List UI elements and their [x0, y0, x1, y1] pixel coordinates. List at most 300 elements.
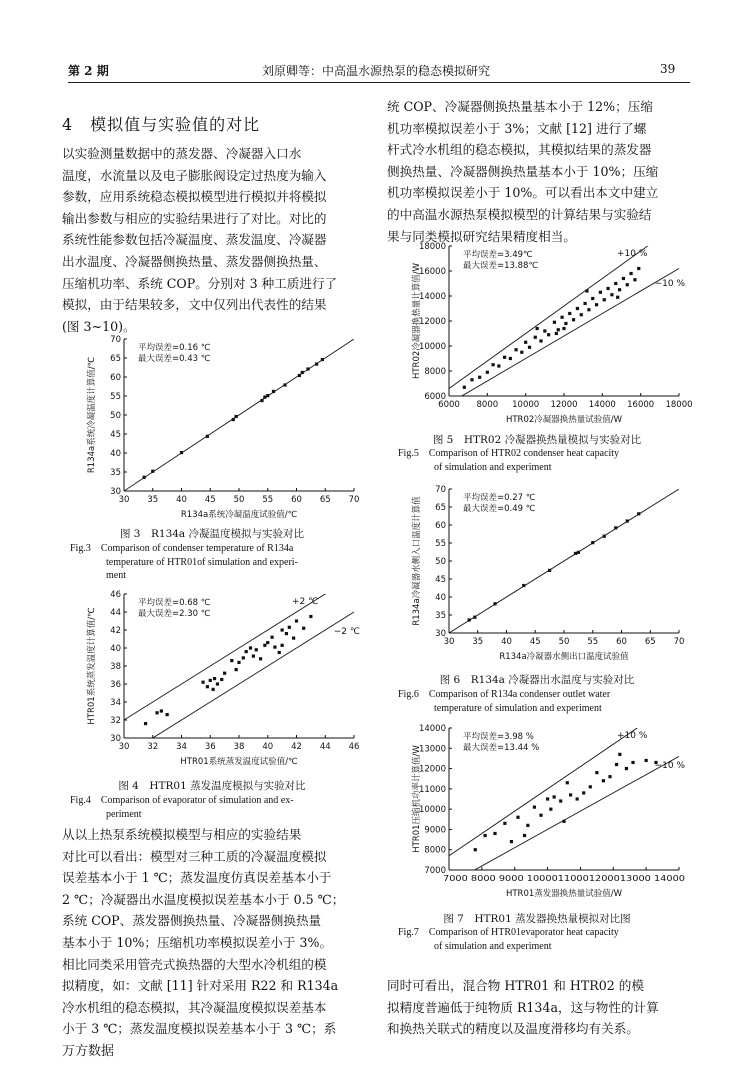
- running-title: 刘原卿等：中高温水源热泵的稳态模拟研究: [262, 64, 491, 78]
- data-point: [235, 415, 238, 418]
- data-point: [602, 779, 605, 782]
- y-tick-label: 30: [110, 487, 121, 497]
- data-point: [273, 646, 276, 649]
- figure-7-caption-cn: 图 7 HTR01 蒸发器换热量模拟对比图: [443, 913, 631, 925]
- data-point: [645, 759, 648, 762]
- data-point: [155, 711, 158, 714]
- data-point: [283, 383, 286, 386]
- y-tick-label: 8000: [424, 845, 446, 856]
- data-point: [266, 641, 269, 644]
- x-tick-label: 40: [176, 495, 187, 505]
- y-axis-label: HTR01压缩机功率计算值/W: [412, 745, 422, 853]
- data-point: [631, 761, 634, 764]
- data-point: [468, 618, 471, 621]
- x-tick-label: 16000: [627, 400, 655, 410]
- data-point: [629, 272, 632, 275]
- data-point: [524, 341, 527, 344]
- data-point: [549, 808, 552, 811]
- y-tick-label: 55: [435, 539, 446, 549]
- error-annotation: 最大误差=0.49 ℃: [463, 504, 536, 514]
- y-tick-label: 32: [110, 716, 121, 726]
- data-point: [252, 655, 255, 658]
- section-heading: 4 模拟值与实验值的对比: [62, 115, 261, 134]
- data-point: [539, 339, 542, 342]
- caption-en-line: of simulation and experiment: [434, 461, 552, 473]
- data-point: [302, 627, 305, 630]
- x-tick-label: 30: [118, 742, 130, 752]
- x-tick-label: 35: [472, 637, 484, 647]
- x-tick-label: 42: [291, 742, 302, 752]
- y-tick-label: 30: [435, 629, 446, 639]
- data-point: [516, 816, 519, 819]
- y-tick-label: 12000: [418, 764, 446, 775]
- x-tick-label: 45: [204, 495, 216, 505]
- y-tick-label: 45: [435, 575, 446, 585]
- error-annotation: 平均误差=0.16 ℃: [138, 343, 211, 353]
- left-paragraph-2-line: 相比同类采用管壳式换热器的大型水冷机组的模: [62, 956, 327, 972]
- data-point: [534, 336, 537, 339]
- data-point: [270, 636, 273, 639]
- y-tick-label: 16000: [418, 267, 446, 277]
- caption-en-line: ment: [106, 570, 126, 581]
- data-point: [232, 418, 235, 421]
- data-point: [585, 289, 588, 292]
- data-point: [206, 685, 209, 688]
- left-paragraph-1-line: 输出参数与相应的实验结果进行了对比。对比的: [62, 210, 327, 226]
- data-point: [230, 659, 233, 662]
- y-tick-label: 70: [110, 335, 121, 345]
- upper-bound-line: [449, 700, 679, 856]
- data-point: [278, 651, 281, 654]
- x-tick-label: 44: [319, 742, 331, 752]
- y-tick-label: 65: [110, 354, 121, 364]
- x-tick-label: 65: [319, 495, 331, 505]
- lower-bound-line: [449, 269, 679, 404]
- x-tick-label: 12000: [550, 400, 578, 410]
- left-paragraph-2-line: 小于 3 ℃；蒸发温度模拟误差基本小于 3 ℃；系: [62, 1021, 337, 1037]
- y-tick-label: 9000: [424, 825, 446, 836]
- data-point: [223, 672, 226, 675]
- lower-band-label: −10 %: [654, 279, 685, 289]
- data-point: [266, 394, 269, 397]
- y-tick-label: 14000: [418, 724, 446, 734]
- y-tick-label: 18000: [418, 242, 446, 252]
- error-annotation: 平均误差=3.49℃: [463, 250, 533, 260]
- data-point: [625, 767, 628, 770]
- data-point: [548, 569, 551, 572]
- right-paragraph-1-line: 机功率模拟误差小于 10%。可以看出本文中建立: [387, 185, 659, 201]
- left-paragraph-1-line: 以实验测量数据中的蒸发器、冷凝器入口水: [62, 146, 302, 161]
- x-axis-label: HTR01系统蒸发温度试验值/℃: [180, 757, 298, 767]
- left-paragraph-1: [62, 143, 362, 337]
- right-paragraph-1-line: 机功率模拟误差小于 3%；文献 [12] 进行了螺: [387, 120, 647, 136]
- data-point: [242, 656, 245, 659]
- y-tick-label: 42: [110, 626, 121, 636]
- left-paragraph-2-line: 从以上热泵系统模拟模型与相应的实验结果: [62, 827, 302, 842]
- data-point: [216, 682, 219, 685]
- figure-6-caption-cn: 图 6 R134a 冷凝器出水温度与实验对比: [439, 674, 635, 686]
- right-paragraph-2-line: 拟精度普遍低于纯物质 R134a，这与物性的计算: [387, 999, 659, 1015]
- figure-4-caption-en: [70, 794, 365, 821]
- x-tick-label: 38: [233, 742, 245, 752]
- data-point: [562, 327, 565, 330]
- data-point: [591, 297, 594, 300]
- data-point: [520, 351, 523, 354]
- y-tick-label: 50: [435, 557, 446, 567]
- data-point: [272, 390, 275, 393]
- y-tick-label: 70: [435, 485, 446, 495]
- caption-en-line: of simulation and experiment: [434, 940, 552, 952]
- data-point: [263, 396, 266, 399]
- left-paragraph-1-line: 系统性能参数包括冷凝温度、蒸发温度、冷凝器: [62, 232, 327, 248]
- data-point: [288, 626, 291, 629]
- data-point: [315, 362, 318, 365]
- error-annotation: 最大误差=13.44 %: [463, 743, 540, 753]
- data-point: [484, 834, 487, 837]
- upper-band-label: +10 %: [617, 731, 648, 741]
- data-point: [463, 386, 466, 389]
- data-point: [560, 316, 563, 319]
- figure-7-chart: [387, 722, 687, 902]
- x-axis-label: R134a冷凝器水侧出口温度试验值: [499, 652, 629, 662]
- data-point: [206, 435, 209, 438]
- left-paragraph-1-line: 参数，应用系统稳态模拟模型进行模拟并将模拟: [62, 189, 327, 205]
- y-tick-label: 38: [110, 662, 121, 672]
- data-point: [259, 657, 262, 660]
- data-point: [616, 296, 619, 299]
- data-point: [263, 644, 266, 647]
- x-tick-label: 30: [118, 495, 130, 505]
- data-point: [514, 348, 517, 351]
- data-point: [599, 291, 602, 294]
- data-point: [528, 346, 531, 349]
- figure-3-chart: [62, 333, 362, 523]
- caption-en-line: Fig.4 Comparison of evaporator of simulation and ex-: [70, 795, 294, 806]
- x-axis-label: R134a系统冷凝温度试验值/℃: [180, 510, 298, 520]
- data-point: [180, 451, 183, 454]
- right-paragraph-1-line: 统 COP、冷凝器侧换热量基本小于 12%；压缩: [387, 99, 653, 114]
- data-point: [576, 307, 579, 310]
- data-point: [245, 650, 248, 653]
- x-tick-label: 40: [501, 637, 512, 647]
- y-tick-label: 46: [110, 590, 121, 600]
- data-point: [493, 602, 496, 605]
- data-point: [574, 552, 577, 555]
- x-tick-label: 60: [291, 495, 302, 505]
- data-point: [595, 303, 598, 306]
- y-tick-label: 40: [435, 593, 446, 603]
- data-point: [522, 584, 525, 587]
- x-tick-label: 6000: [438, 400, 460, 410]
- x-tick-label: 14000: [588, 400, 616, 410]
- data-point: [298, 374, 301, 377]
- data-point: [510, 840, 513, 843]
- left-paragraph-2-line: 系统 COP、蒸发器侧换热量、冷凝器侧换热量: [62, 913, 322, 929]
- error-annotation: 平均误差=3.98 %: [463, 732, 534, 742]
- data-point: [321, 358, 324, 361]
- left-paragraph-2-line: 冷水机组的稳态模拟，其冷凝温度模拟误差基本: [62, 999, 327, 1015]
- y-tick-label: 60: [435, 521, 446, 531]
- data-point: [608, 775, 611, 778]
- figure-6-chart: [387, 483, 687, 665]
- right-paragraph-1-line: 果与同类模拟研究结果精度相当。: [387, 228, 576, 244]
- data-point: [603, 298, 606, 301]
- plot-area: [449, 700, 679, 885]
- data-point: [237, 661, 240, 664]
- figure-5-chart: [387, 240, 693, 428]
- issue-label: 第 2 期: [68, 64, 109, 78]
- data-point: [606, 287, 609, 290]
- x-tick-label: 55: [587, 637, 599, 647]
- data-point: [566, 781, 569, 784]
- y-tick-label: 34: [110, 698, 121, 708]
- left-paragraph-2: [62, 824, 362, 1040]
- data-point: [637, 267, 640, 270]
- data-point: [536, 327, 539, 330]
- data-point: [474, 848, 477, 851]
- data-point: [281, 628, 284, 631]
- figure-4-chart: [62, 588, 362, 770]
- right-paragraph-1-line: 的中高温水源热泵模拟模型的计算结果与实验结: [387, 206, 652, 222]
- figure-4-caption-cn: 图 4 HTR01 蒸发温度模拟与实验对比: [118, 780, 306, 792]
- data-point: [553, 321, 556, 324]
- x-axis-label: HTR02冷凝器换热量试验值/W: [505, 415, 623, 425]
- data-point: [255, 648, 258, 651]
- data-point: [503, 356, 506, 359]
- x-tick-label: 50: [233, 495, 245, 505]
- y-tick-label: 11000: [418, 784, 446, 795]
- caption-en-line: Fig.6 Comparison of R134a condenser outlet water: [398, 689, 611, 700]
- upper-band-label: +2 ℃: [292, 597, 319, 607]
- data-point: [503, 822, 506, 825]
- caption-en-line: Fig.7 Comparison of HTR01evaporator heat capacity: [398, 927, 619, 938]
- x-tick-label: 40: [262, 742, 274, 752]
- footer-watermark: 万方数据: [62, 1044, 115, 1059]
- data-point: [583, 302, 586, 305]
- data-point: [143, 476, 146, 479]
- y-tick-label: 36: [110, 680, 121, 690]
- error-annotation: 平均误差=0.27 ℃: [463, 493, 536, 503]
- x-tick-label: 65: [644, 637, 656, 647]
- y-tick-label: 6000: [424, 392, 446, 402]
- data-point: [491, 363, 494, 366]
- y-axis-label: R134a冷凝器水侧入口温度计算值: [412, 496, 422, 626]
- x-tick-label: 70: [348, 495, 360, 505]
- lower-band-label: −2 ℃: [333, 627, 360, 637]
- x-axis-label: HTR01蒸发器换热量试验值/W: [505, 889, 623, 899]
- data-point: [568, 312, 571, 315]
- data-point: [572, 318, 575, 321]
- data-point: [614, 526, 617, 529]
- data-point: [626, 283, 629, 286]
- x-tick-label: 60: [616, 637, 627, 647]
- y-tick-label: 40: [110, 644, 121, 654]
- figure-5-caption-en: [398, 447, 688, 474]
- y-axis-label: R134a系统冷凝温度计算值/℃: [87, 356, 97, 474]
- page-number: 39: [660, 62, 676, 76]
- x-tick-label: 36: [204, 742, 216, 752]
- x-tick-label: 8000: [476, 400, 499, 410]
- x-tick-label: 45: [529, 637, 541, 647]
- data-point: [166, 713, 169, 716]
- figure-3-caption-cn: 图 3 R134a 冷凝温度模拟与实验对比: [119, 528, 305, 540]
- y-tick-label: 50: [110, 411, 121, 421]
- right-paragraph-1-line: 侧换热量、冷凝器侧换热量基本小于 10%；压缩: [387, 163, 659, 179]
- x-tick-label: 10000: [512, 400, 540, 410]
- left-paragraph-1-line: 压缩机功率、系统 COP。分别对 3 种工质进行了: [62, 275, 338, 291]
- data-point: [577, 551, 580, 554]
- data-point: [622, 277, 625, 280]
- y-tick-label: 12000: [418, 317, 446, 327]
- data-point: [213, 677, 216, 680]
- left-paragraph-1-line: 模拟，由于结果较多，文中仅列出代表性的结果: [62, 297, 327, 313]
- y-tick-label: 44: [110, 608, 121, 618]
- data-point: [546, 797, 549, 800]
- data-point: [249, 646, 252, 649]
- data-point: [523, 834, 526, 837]
- data-point: [526, 824, 529, 827]
- x-tick-label: 18000: [665, 400, 693, 410]
- right-paragraph-2: [387, 975, 687, 1040]
- data-point: [539, 814, 542, 817]
- data-point: [557, 328, 560, 331]
- y-axis-label: HTR01系统蒸发温度计算值/℃: [87, 607, 97, 725]
- left-paragraph-2-line: 对比可以看出：模型对三种工质的冷凝温度模拟: [62, 848, 327, 864]
- y-tick-label: 35: [435, 611, 446, 621]
- caption-en-line: temperature of simulation and experiment: [434, 702, 602, 714]
- data-point: [569, 793, 572, 796]
- error-annotation: 最大误差=13.88℃: [463, 261, 539, 271]
- error-annotation: 最大误差=0.43 ℃: [138, 354, 211, 364]
- data-point: [486, 371, 489, 374]
- data-point: [589, 785, 592, 788]
- data-point: [220, 678, 223, 681]
- data-point: [543, 329, 546, 332]
- data-point: [285, 632, 288, 635]
- x-tick-label: 55: [262, 495, 274, 505]
- data-point: [470, 378, 473, 381]
- y-tick-label: 45: [110, 430, 121, 440]
- data-point: [160, 709, 163, 712]
- data-point: [626, 519, 629, 522]
- y-tick-label: 60: [110, 373, 121, 383]
- left-paragraph-2-line: 拟精度，如：文献 [11] 针对采用 R22 和 R134a: [62, 978, 339, 994]
- data-point: [614, 282, 617, 285]
- data-point: [235, 668, 238, 671]
- right-paragraph-2-line: 和换热关联式的精度以及温度滑移均有关系。: [387, 1021, 639, 1037]
- data-point: [212, 688, 215, 691]
- data-point: [615, 763, 618, 766]
- data-point: [201, 681, 204, 684]
- x-tick-label: 32: [147, 742, 159, 752]
- data-point: [637, 512, 640, 515]
- x-tick-label: 50: [558, 637, 570, 647]
- data-point: [633, 278, 636, 281]
- data-point: [562, 820, 565, 823]
- x-tick-label: 70: [673, 637, 685, 647]
- data-point: [582, 791, 585, 794]
- data-point: [306, 367, 309, 370]
- y-tick-label: 30: [110, 734, 121, 744]
- left-paragraph-2-line: 2 ℃；冷凝器出水温度模拟误差基本小于 0.5 ℃；: [62, 891, 345, 907]
- data-point: [533, 806, 536, 809]
- data-point: [309, 615, 312, 618]
- x-tick-label: 34: [176, 742, 187, 752]
- data-point: [587, 308, 590, 311]
- y-tick-label: 40: [110, 449, 121, 459]
- x-tick-label: 46: [348, 742, 360, 752]
- caption-en-line: temperature of HTR01of simulation and experi-: [106, 556, 298, 568]
- lower-bound-line: [124, 612, 354, 756]
- x-tick-label: 30: [443, 637, 455, 647]
- left-paragraph-2-line: 误差基本小于 1 ℃；蒸发温度仿真误差基本小于: [62, 870, 332, 886]
- data-point: [144, 722, 147, 725]
- data-point: [553, 795, 556, 798]
- y-tick-label: 55: [110, 392, 121, 402]
- data-point: [547, 333, 550, 336]
- y-tick-label: 35: [110, 468, 121, 478]
- y-tick-label: 10000: [418, 342, 446, 352]
- left-paragraph-2-line: 基本小于 10%；压缩机功率模拟误差小于 3%。: [62, 934, 333, 950]
- error-annotation: 平均误差=0.68 ℃: [138, 598, 211, 608]
- data-point: [618, 753, 621, 756]
- data-point: [151, 470, 154, 473]
- header-rule: [68, 82, 690, 83]
- data-point: [603, 535, 606, 538]
- y-tick-label: 8000: [424, 367, 446, 377]
- y-tick-label: 13000: [418, 744, 446, 755]
- x-tick-label: 7000 8000 9000 10000110001200013000 14000: [443, 874, 685, 883]
- caption-en-line: Fig.3 Comparison of condenser temperature of R134a: [70, 543, 294, 554]
- data-point: [493, 832, 496, 835]
- y-axis-label: HTR02冷凝器换热量计算值/W: [412, 262, 422, 380]
- data-point: [509, 357, 512, 360]
- left-paragraph-1-line: 温度，水流量以及电子膨胀阀设定过热度为输入: [62, 167, 327, 183]
- error-annotation: 最大误差=2.30 ℃: [138, 609, 211, 619]
- data-point: [564, 322, 567, 325]
- data-point: [580, 313, 583, 316]
- lower-band-label: −10 %: [654, 761, 685, 771]
- x-tick-label: 35: [147, 495, 159, 505]
- y-tick-label: 7000: [424, 866, 446, 876]
- caption-en-line: periment: [106, 808, 142, 820]
- data-point: [618, 288, 621, 291]
- figure-6-caption-en: [398, 688, 688, 715]
- y-tick-label: 65: [435, 503, 446, 513]
- data-point: [576, 797, 579, 800]
- caption-en-line: Fig.5 Comparison of HTR02 condenser heat capacity: [398, 448, 620, 459]
- figure-7-caption-en: [398, 926, 688, 953]
- data-point: [610, 293, 613, 296]
- data-point: [292, 637, 295, 640]
- upper-band-label: +10 %: [617, 249, 648, 259]
- figure-3-caption-en: [70, 542, 365, 583]
- right-paragraph-2-line: 同时可看出，混合物 HTR01 和 HTR02 的模: [387, 978, 644, 993]
- left-paragraph-1-line: 出水温度、冷凝器侧换热量、蒸发器侧换热量、: [62, 253, 327, 269]
- data-point: [295, 619, 298, 622]
- data-point: [473, 616, 476, 619]
- y-tick-label: 10000: [418, 805, 446, 816]
- data-point: [559, 799, 562, 802]
- left-paragraph-1-line: (图 3~10)。: [62, 318, 136, 334]
- right-paragraph-1-line: 杆式冷水机组的稳态模拟，其模拟结果的蒸发器: [387, 142, 652, 158]
- data-point: [497, 364, 500, 367]
- data-point: [209, 679, 212, 682]
- data-point: [260, 399, 263, 402]
- data-point: [591, 541, 594, 544]
- data-point: [301, 371, 304, 374]
- data-point: [478, 376, 481, 379]
